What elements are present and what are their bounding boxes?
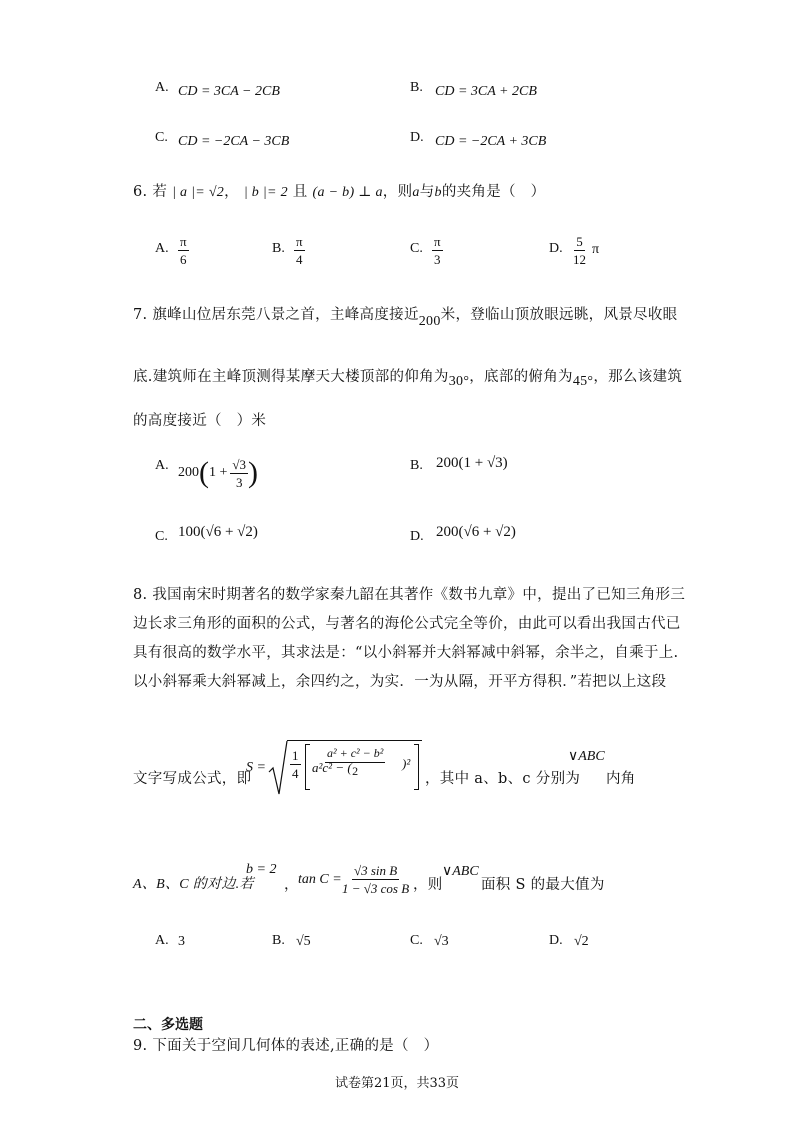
q7-line3: 的高度接近（ ）米 [133, 413, 267, 429]
q8-option-b-label: B. [272, 933, 285, 948]
q8-inner-part1: a²c² − ( [312, 760, 352, 775]
q8-right-bracket [414, 744, 419, 790]
q6-option-d-den: 12 [573, 252, 586, 267]
q8-cond-post: 面积 S 的最大值为 [481, 877, 605, 893]
q7-option-d-expr: 200(√6 + √2) [436, 524, 516, 540]
q8-condition-line [133, 873, 254, 893]
q8-inner-num: a² + c² − b² [325, 745, 385, 763]
q7-option-c-label: C. [155, 529, 168, 544]
q8-then: ，则 [413, 877, 443, 893]
q6-number: 6. 若 [133, 184, 168, 200]
q8-tan-num: √3 sin B [353, 863, 398, 878]
q6-option-a-frac [178, 233, 189, 268]
q8-left-bracket [305, 744, 310, 790]
q6-option-a-num: π [180, 234, 187, 249]
q8-tanC: tan C = [298, 872, 342, 887]
q7-option-a-lparen: ( [199, 456, 209, 489]
q8-triangle-abc-1: ∨ABC [568, 749, 605, 764]
q8-quarter-den: 4 [292, 766, 299, 781]
q8-S-eq: S = [246, 760, 266, 775]
q6-option-d-suffix: π [592, 242, 600, 257]
q6-option-c-num: π [434, 234, 441, 249]
q5-option-d-label: D. [410, 130, 424, 145]
q8-formula-intro: 文字写成公式，即 [133, 771, 252, 787]
q8-option-c-label: C. [410, 933, 423, 948]
q8-triangle-abc-2: ∨ABC [442, 864, 479, 879]
q6-and: 且 [292, 184, 308, 200]
q6-tail: 的夹角是（ ） [441, 184, 546, 200]
q5-option-c-expr: CD = −2CA − 3CB [178, 134, 290, 149]
q6-vec-a: a [412, 185, 420, 200]
q8-option-c-val: √3 [434, 934, 449, 949]
q8-para-line3: 具有很高的数学水平，其求法是：“以小斜幂并大斜幂减中斜幂，余半之，自乘于上. [133, 645, 679, 661]
q8-option-d-label: D. [549, 933, 563, 948]
q5-option-a-label: A. [155, 80, 169, 95]
q8-tan-frac [342, 862, 409, 897]
q6-option-b-label: B. [272, 241, 285, 256]
q8-inner-frac [325, 745, 385, 780]
q6-cond-a-norm: | a |= √2 [172, 185, 225, 200]
q8-b-eq-2: b = 2 [246, 862, 277, 877]
q8-inner-angle: 内角 [606, 771, 636, 787]
q7-option-a-one: 1 + [209, 465, 228, 480]
q7-option-a-num: √3 [232, 456, 247, 472]
q8-inner-part2: )² [402, 756, 411, 771]
q5-option-b-label: B. [410, 80, 423, 95]
q6-option-b-num: π [296, 234, 303, 249]
q6-then: ，则 [382, 184, 413, 200]
q8-tan-den: 1 − √3 cos B [342, 881, 410, 896]
q6-stem: 6. 若 | a |= √2， | b |= 2 且 (a − b) ⊥ a，则a与b的夹角是（ ） [133, 184, 546, 200]
q8-para-line2: 边长求三角形的面积的公式，与著名的海伦公式完全等价，由此可以看出我国古代已 [133, 616, 681, 632]
q7-option-a-rparen: ) [248, 456, 259, 489]
q7-line2-c: ，那么该建筑 [593, 369, 683, 385]
q7-option-a-expr [178, 452, 258, 494]
q8-radical-bar [287, 740, 422, 741]
q6-cond-perp: (a − b) ⊥ a [312, 185, 383, 200]
q8-option-d-val: √2 [574, 934, 589, 949]
q7-angle-45: 45° [572, 374, 594, 389]
q7-line1-a: 7. 旗峰山位居东莞八景之首，主峰高度接近 [133, 307, 419, 323]
q6-option-b-frac [294, 233, 305, 268]
q6-option-c-label: C. [410, 241, 423, 256]
page-footer: 试卷第21页，共33页 [334, 1076, 460, 1091]
q7-angle-30: 30° [448, 374, 470, 389]
q7-option-a-den: 3 [235, 474, 243, 490]
q6-option-c-frac [432, 233, 443, 268]
q7-option-a-frac [230, 456, 248, 491]
q8-para-line1: 8. 我国南宋时期著名的数学家秦九韶在其著作《数书九章》中，提出了已知三角形三 [133, 587, 686, 603]
q7-option-b-label: B. [410, 458, 423, 473]
q9-stem: 9. 下面关于空间几何体的表述,正确的是（ ） [133, 1038, 439, 1054]
q6-option-d-num: 5 [576, 234, 583, 249]
radical-sign-icon [268, 740, 288, 796]
q6-option-b-den: 4 [296, 252, 303, 267]
q7-line1 [133, 303, 678, 329]
q6-vec-b: b [434, 185, 442, 200]
q5-option-c-label: C. [155, 130, 168, 145]
q8-quarter-num: 1 [292, 748, 299, 763]
q8-para-line4: 以小斜幂乘大斜幂减上，余四约之，为实．一为从隔，开平方得积．”若把以上这段 [133, 674, 667, 690]
q7-option-b-expr: 200(1 + √3) [436, 455, 508, 471]
q8-frac-quarter [290, 747, 301, 782]
q8-inner-den: 2 [352, 764, 359, 778]
q6-option-d-frac [573, 233, 586, 268]
q5-option-d-expr: CD = −2CA + 3CB [435, 134, 547, 149]
q7-line2 [133, 365, 683, 389]
q8-option-a-val: 3 [178, 934, 185, 949]
q7-option-c-expr: 100(√6 + √2) [178, 524, 258, 540]
q8-option-b-val: √5 [296, 934, 311, 949]
q5-option-a-expr: CD = 3CA − 2CB [178, 84, 280, 99]
q7-height: 200 [418, 314, 441, 329]
q6-with: 与 [419, 184, 435, 200]
q7-line2-a: 底.建筑师在主峰顶测得某摩天大楼顶部的仰角为 [133, 369, 449, 385]
q6-cond-b-norm: | b |= 2 [243, 185, 288, 200]
section-heading-multiple-choice: 二、多选题 [133, 1017, 203, 1033]
q6-option-d-label: D. [549, 241, 563, 256]
q7-option-d-label: D. [410, 529, 424, 544]
q7-option-a-label: A. [155, 458, 169, 473]
q7-line2-b: ，底部的俯角为 [469, 369, 573, 385]
q7-option-a-coef: 200 [178, 465, 199, 480]
q8-comma: ， [284, 877, 299, 893]
q8-option-a-label: A. [155, 933, 169, 948]
q6-option-c-den: 3 [434, 252, 441, 267]
q7-line1-b: 米，登临山顶放眼远眺，风景尽收眼 [440, 307, 678, 323]
q8-cond-pre: A、B、C 的对边.若 [133, 877, 254, 892]
q8-formula-post: ，其中 a、b、c 分别为 [425, 771, 581, 787]
q5-option-b-expr: CD = 3CA + 2CB [435, 84, 537, 99]
q6-option-a-den: 6 [180, 252, 187, 267]
q6-option-a-label: A. [155, 241, 169, 256]
